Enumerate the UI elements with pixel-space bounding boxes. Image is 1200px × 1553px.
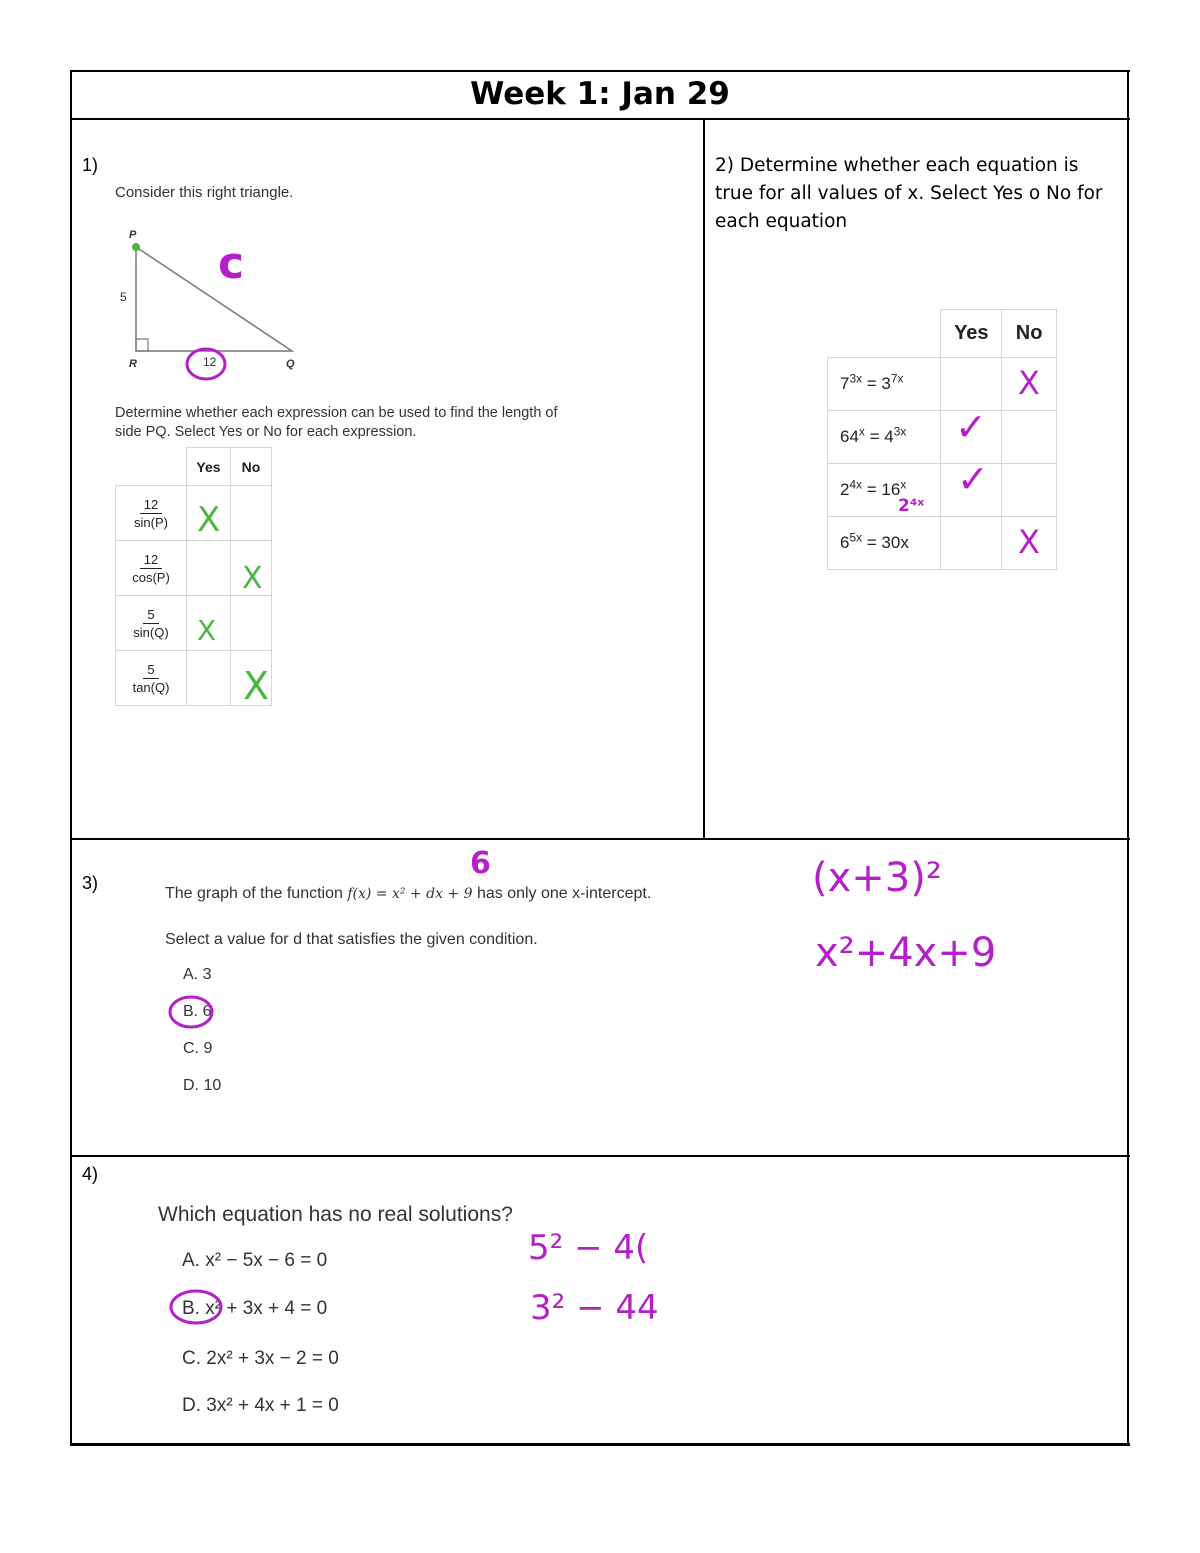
border-left: [70, 70, 72, 1446]
table-row: [828, 464, 1057, 517]
equation-cell: $2^{4x} = 16^x$: [828, 464, 941, 517]
hand-circle-choice-b: [166, 1287, 230, 1327]
hand-discriminant-line1: 5² − 4(: [528, 1228, 649, 1268]
yes-cell[interactable]: [941, 358, 1002, 411]
q4-choice-a[interactable]: A. x² − 5x − 6 = 0: [182, 1250, 328, 1271]
column-divider: [703, 118, 705, 840]
hand-mark-row2-no: X: [242, 561, 263, 596]
q4-number: 4): [82, 1164, 99, 1184]
yes-cell[interactable]: [187, 651, 231, 706]
q4-choice-c[interactable]: C. 2x² + 3x − 2 = 0: [182, 1348, 339, 1369]
vertex-p-label: P: [129, 229, 137, 241]
yes-cell[interactable]: [187, 541, 231, 596]
hand-discriminant-line2: 3² − 44: [530, 1288, 659, 1328]
vertex-q-label: Q: [286, 358, 295, 370]
no-cell[interactable]: [231, 486, 272, 541]
q1-instruction-line2: side PQ. Select Yes or No for each expression.: [115, 424, 417, 440]
no-cell[interactable]: [1002, 411, 1057, 464]
hand-circle-choice-b: [166, 994, 220, 1030]
q2-table-corner: [828, 310, 941, 358]
hand-circle-12: [184, 346, 230, 382]
yes-cell[interactable]: [941, 517, 1002, 570]
q4-choice-b[interactable]: B. x² + 3x + 4 = 0: [182, 1298, 328, 1319]
q2-col-no: No: [1002, 310, 1057, 358]
row1-divider: [70, 838, 1130, 840]
q3-choice-c[interactable]: C. 9: [183, 1040, 213, 1057]
page-title: Week 1: Jan 29: [470, 76, 730, 112]
equation-cell: $64^x = 4^{3x}$: [828, 411, 941, 464]
no-cell[interactable]: [1002, 464, 1057, 517]
border-bottom: [70, 1443, 1130, 1446]
q3-choice-d[interactable]: D. 10: [183, 1077, 222, 1094]
hand-work-line1: (x+3)²: [812, 855, 942, 901]
table-row: [116, 596, 272, 651]
side-pr-label: 5: [120, 290, 127, 304]
vertex-r-label: R: [129, 358, 137, 370]
q4-prompt: Which equation has no real solutions?: [158, 1203, 513, 1226]
q4-choice-d[interactable]: D. 3x² + 4x + 1 = 0: [182, 1395, 339, 1416]
q1-number: 1): [82, 155, 99, 175]
hand-check-row2-yes: ✓: [955, 405, 987, 449]
expression-fraction: $\frac{12}{\cos(P)}$: [132, 551, 170, 585]
q2-text: 2) Determine whether each equation is true for all values of x. Select Yes o No for each equation: [715, 155, 1103, 232]
side-rq-label: 12: [203, 355, 217, 369]
table-row: [116, 486, 272, 541]
q3-instruction: Select a value for d that satisfies the given condition.: [165, 931, 538, 948]
hand-check-row3-yes: ✓: [957, 457, 989, 501]
table-row: [828, 411, 1057, 464]
border-top: [70, 70, 1130, 72]
expression-fraction: $\frac{5}{\sin(Q)}$: [133, 606, 169, 640]
hand-mark-row1-no: X: [1018, 364, 1040, 402]
q1-table-corner: [116, 448, 187, 486]
q3-prompt: The graph of the function f(x) = x² + dx + 9 has only one x-intercept.: [165, 885, 652, 902]
hand-mark-row1-yes: X: [197, 500, 221, 540]
q1-col-no: No: [231, 448, 272, 486]
q3-number: 3): [82, 873, 99, 893]
hand-letter-c: c: [218, 238, 245, 289]
row2-divider: [70, 1155, 1130, 1157]
q3-choice-b[interactable]: B. 6: [183, 1003, 212, 1020]
hand-work-line2: x²+4x+9: [815, 930, 997, 976]
hand-note-2-4x: 2⁴ˣ: [898, 496, 925, 516]
q1-prompt: Consider this right triangle.: [115, 184, 294, 201]
q1-col-yes: Yes: [187, 448, 231, 486]
equation-cell: $7^{3x} = 3^{7x}$: [828, 358, 941, 411]
hand-mark-row4-no: X: [243, 664, 270, 708]
expression-fraction: $\frac{5}{\tan(Q)}$: [132, 661, 170, 695]
title-divider: [70, 118, 1130, 120]
q1-instruction-line1: Determine whether each expression can be used to find the length of: [115, 405, 558, 421]
no-cell[interactable]: [231, 596, 272, 651]
q3-choice-a[interactable]: A. 3: [183, 966, 212, 983]
q2-col-yes: Yes: [941, 310, 1002, 358]
equation-cell: $6^{5x} = 30x$: [828, 517, 941, 570]
hand-mark-row3-yes: X: [197, 614, 217, 647]
border-right: [1127, 70, 1129, 1446]
hand-answer-6: 6: [470, 846, 491, 881]
expression-fraction: $\frac{12}{\sin(P)}$: [134, 496, 168, 530]
hand-mark-row4-no: X: [1018, 523, 1040, 561]
